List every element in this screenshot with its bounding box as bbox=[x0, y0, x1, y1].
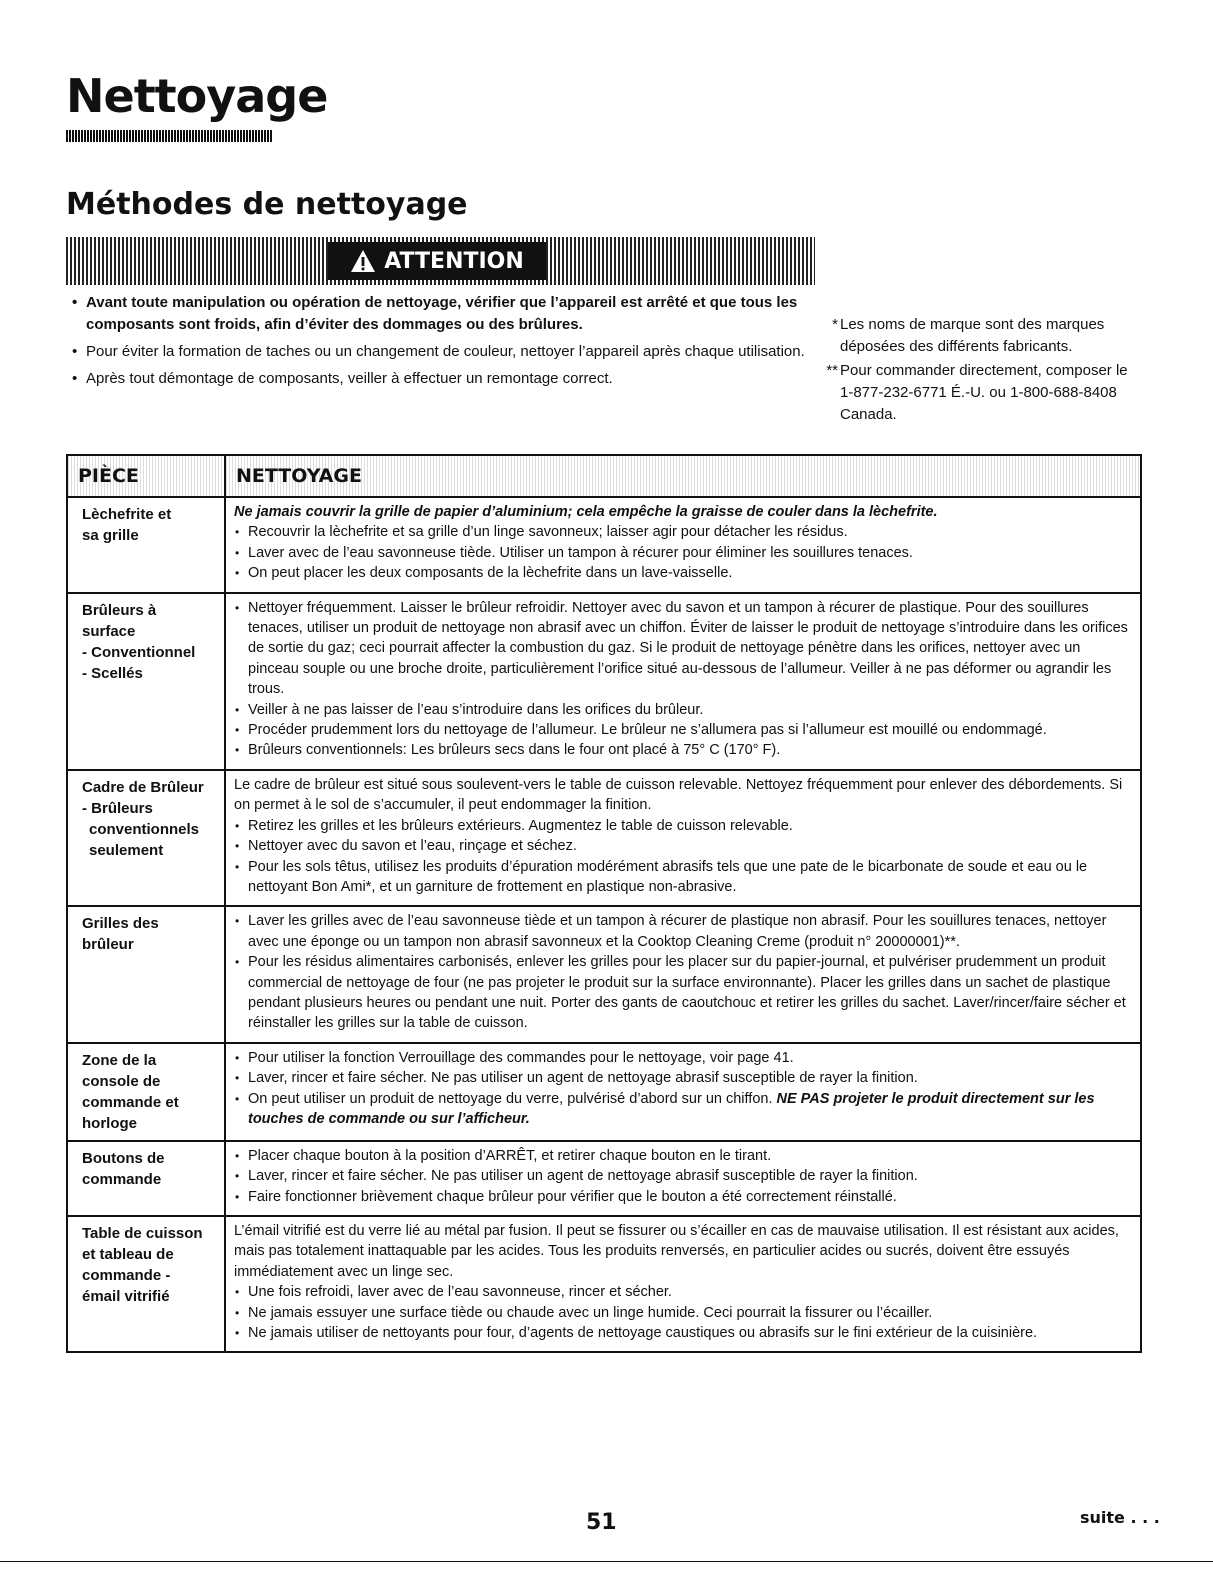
table-row bbox=[67, 1043, 1141, 1141]
part-name-line: brûleur bbox=[82, 936, 134, 954]
cleaning-bullet: • Veiller à ne pas laisser de l’eau s’introduire dans les orifices du brûleur. bbox=[234, 700, 1134, 720]
warning-triangle-icon bbox=[350, 249, 376, 273]
table-row bbox=[67, 1141, 1141, 1216]
cleaning-cell bbox=[225, 906, 1141, 1042]
cleaning-bullet: • Faire fonctionner brièvement chaque brûleur pour vérifier que le bouton a été correctement réinstallé. bbox=[234, 1187, 1134, 1207]
part-name-line: Brûleurs à bbox=[82, 601, 157, 619]
cleaning-cell bbox=[225, 497, 1141, 593]
cleaning-bullet: • Laver, rincer et faire sécher. Ne pas utiliser un agent de nettoyage abrasif susceptible de rayer la finition. bbox=[234, 1068, 1134, 1088]
part-cell bbox=[67, 906, 225, 1042]
cleaning-bullet: • Laver, rincer et faire sécher. Ne pas utiliser un agent de nettoyage abrasif susceptible de rayer la finition. bbox=[234, 1166, 1134, 1186]
warning-item: • Après tout démontage de composants, veiller à effectuer un remontage correct. bbox=[66, 368, 826, 390]
part-name-line: console de bbox=[82, 1072, 161, 1090]
warning-label-text: ATTENTION bbox=[384, 248, 524, 274]
footnote-text: Les noms de marque sont des marques déposées des différents fabricants. bbox=[840, 316, 1105, 355]
cleaning-cell bbox=[225, 1216, 1141, 1352]
part-name-line: commande et bbox=[82, 1093, 179, 1111]
part-name-line: émail vitrifié bbox=[82, 1287, 170, 1305]
part-name-line: - Brûleurs bbox=[82, 799, 153, 817]
part-name-line: - Scellés bbox=[82, 664, 143, 682]
table-row bbox=[67, 1216, 1141, 1352]
cleaning-intro: Le cadre de brûleur est situé sous soulevent-vers le table de cuisson relevable. Nettoyez fréquemment pour enlever des débordements. Si on permet à le sol de s’accumuler, il peut endommager la finition. bbox=[234, 776, 1123, 814]
table-row bbox=[67, 593, 1141, 770]
cleaning-bullet-emphasis: NE PAS projeter le produit directement sur les touches de commande ou sur l’afficheur. bbox=[248, 1090, 1095, 1127]
cleaning-bullet: • Placer chaque bouton à la position d’ARRÊT, et retirer chaque bouton en le tirant. bbox=[234, 1146, 1134, 1166]
header-cleaning: NETTOYAGE bbox=[225, 455, 1141, 497]
part-cell bbox=[67, 1216, 225, 1352]
cleaning-bullet: • Nettoyer avec du savon et l’eau, rinçage et séchez. bbox=[234, 836, 1134, 856]
part-cell bbox=[67, 770, 225, 906]
warning-banner bbox=[66, 237, 815, 285]
footnote bbox=[814, 360, 1144, 426]
bottom-divider bbox=[0, 1561, 1213, 1562]
cleaning-bullet: • Pour les résidus alimentaires carbonisés, enlever les grilles pour les placer sur du papier-journal, et pulvériser prudemment un produit commercial de nettoyage de four (ne pas projeter le produit sur la surface environnante). Placer les grilles dans un sachet de plastique pendant plusieurs heures ou pendant une nuit. Porter des gants de caoutchouc et retirer les grilles du sachet. Laver/rincer/faire sécher et réinstaller les grilles sur la table de cuisson. bbox=[234, 952, 1134, 1034]
table-row bbox=[67, 906, 1141, 1042]
footnote-mark: ** bbox=[826, 362, 838, 379]
cleaning-intro: L’émail vitrifié est du verre lié au métal par fusion. Il peut se fissurer ou s’écailler en cas de mauvaise utilisation. Il est résistant aux acides, mais pas totalement inattaquable par les acides. Tous les produits renversés, en particulier acides ou sucrés, doivent être essuyés immédiatement avec un linge sec. bbox=[234, 1222, 1119, 1280]
part-name-line: Boutons de bbox=[82, 1149, 165, 1167]
cleaning-bullet: • Brûleurs conventionnels: Les brûleurs secs dans le four ont placé à 75° C (170° F). bbox=[234, 740, 1134, 760]
cleaning-bullet: • Pour les sols têtus, utilisez les produits d’épuration modérément abrasifs tels que une pate de le bicarbonate de soude et eau ou le nettoyant Bon Ami*, et un garniture de frottement en plastique non-abrasive. bbox=[234, 857, 1134, 898]
warning-list bbox=[66, 292, 826, 395]
page-number: 51 bbox=[586, 1510, 617, 1535]
part-name-line: Table de cuisson bbox=[82, 1224, 203, 1242]
cleaning-bullet: • Pour utiliser la fonction Verrouillage des commandes pour le nettoyage, voir page 41. bbox=[234, 1048, 1134, 1068]
footnotes bbox=[814, 314, 1144, 428]
cleaning-cell bbox=[225, 1141, 1141, 1216]
footnote-mark: * bbox=[832, 316, 838, 333]
part-name-line: sa grille bbox=[82, 527, 139, 544]
header-part: PIÈCE bbox=[67, 455, 225, 497]
cleaning-bullet-text: On peut utiliser un produit de nettoyage du verre, pulvérisé d’abord sur un chiffon. bbox=[248, 1090, 773, 1107]
cleaning-table bbox=[66, 454, 1142, 1353]
table-row bbox=[67, 497, 1141, 593]
part-name-line: Grilles des bbox=[82, 915, 159, 933]
part-name-line: et tableau de bbox=[82, 1245, 174, 1263]
part-name-line: Lèchefrite et bbox=[82, 506, 172, 523]
part-cell bbox=[67, 593, 225, 770]
part-name-line: commande - bbox=[82, 1266, 171, 1284]
cleaning-bullet bbox=[234, 1089, 1134, 1130]
cleaning-bullet: • Une fois refroidi, laver avec de l’eau savonneuse, rincer et sécher. bbox=[234, 1282, 1134, 1302]
cleaning-cell bbox=[225, 770, 1141, 906]
cleaning-intro: Ne jamais couvrir la grille de papier d’aluminium; cela empêche la graisse de couler dans la lèchefrite. bbox=[234, 504, 938, 520]
cleaning-bullet: • Nettoyer fréquemment. Laisser le brûleur refroidir. Nettoyer avec du savon et un tampon à récurer de plastique. Pour des souillures tenaces, utiliser un produit de nettoyage non abrasif avec un chiffon. Éviter de laisser le produit de nettoyage s’introduire dans les orifices de sortie du gaz; ceci pourrait affecter la combustion du gaz. Si le produit de nettoyage pénètre dans les orifices, nettoyer avec un pinceau souple ou une broche droite, particulièrement l’orifice situé au-dessous de l’allumeur. Veiller à ne pas déformer ou agrandir les trous. bbox=[234, 598, 1134, 700]
part-name-line: Cadre de Brûleur bbox=[82, 778, 204, 796]
warning-item: • Avant toute manipulation ou opération de nettoyage, vérifier que l’appareil est arrêté et que tous les composants sont froids, afin d’éviter des dommages ou des brûlures. bbox=[66, 292, 826, 336]
footnote bbox=[814, 314, 1144, 358]
section-title: Méthodes de nettoyage bbox=[66, 187, 468, 222]
warning-item: • Pour éviter la formation de taches ou un changement de couleur, nettoyer l’appareil après chaque utilisation. bbox=[66, 341, 826, 363]
cleaning-cell bbox=[225, 1043, 1141, 1141]
footnote-text: Pour commander directement, composer le 1-877-232-6771 É.-U. ou 1-800-688-8408 Canada. bbox=[840, 362, 1128, 423]
cleaning-bullet: • On peut placer les deux composants de la lèchefrite dans un lave-vaisselle. bbox=[234, 563, 1134, 583]
cleaning-bullet: • Ne jamais essuyer une surface tiède ou chaude avec un linge humide. Ceci pourrait la fissurer ou l’écailler. bbox=[234, 1303, 1134, 1323]
cleaning-bullet: • Procéder prudemment lors du nettoyage de l’allumeur. Le brûleur ne s’allumera pas si l’allumeur est mouillé ou endommagé. bbox=[234, 720, 1134, 740]
warning-label bbox=[328, 242, 546, 280]
page-title: Nettoyage bbox=[66, 69, 328, 123]
cleaning-bullet: • Recouvrir la lèchefrite et sa grille d’un linge savonneux; laisser agir pour détacher les résidus. bbox=[234, 522, 1134, 542]
title-underline bbox=[66, 130, 272, 142]
part-name-line: - Conventionnel bbox=[82, 643, 196, 661]
part-name-line: seulement bbox=[89, 841, 164, 859]
cleaning-bullet: • Ne jamais utiliser de nettoyants pour four, d’agents de nettoyage caustiques ou abrasifs sur le fini extérieur de la cuisinière. bbox=[234, 1323, 1134, 1343]
part-name-line: conventionnels bbox=[89, 820, 200, 838]
cleaning-bullet: • Laver les grilles avec de l’eau savonneuse tiède et un tampon à récurer de plastique non abrasif. Pour les souillures tenaces, nettoyer avec une éponge ou un tampon non abrasif savonneux et la Cooktop Cleaning Creme (produit n° 20000001)**. bbox=[234, 911, 1134, 952]
part-cell bbox=[67, 1141, 225, 1216]
part-name-line: commande bbox=[82, 1170, 162, 1188]
continued-label: suite . . . bbox=[1080, 1508, 1160, 1527]
table-row bbox=[67, 770, 1141, 906]
part-name-line: Zone de la bbox=[82, 1051, 157, 1069]
table-header-row bbox=[67, 455, 1141, 497]
part-name-line: surface bbox=[82, 622, 136, 640]
cleaning-bullet: • Retirez les grilles et les brûleurs extérieurs. Augmentez le table de cuisson relevable. bbox=[234, 816, 1134, 836]
part-name-line: horloge bbox=[82, 1114, 137, 1132]
cleaning-cell bbox=[225, 593, 1141, 770]
cleaning-bullet: • Laver avec de l’eau savonneuse tiède. Utiliser un tampon à récurer pour éliminer les souillures tenaces. bbox=[234, 543, 1134, 563]
part-cell bbox=[67, 1043, 225, 1141]
part-cell bbox=[67, 497, 225, 593]
